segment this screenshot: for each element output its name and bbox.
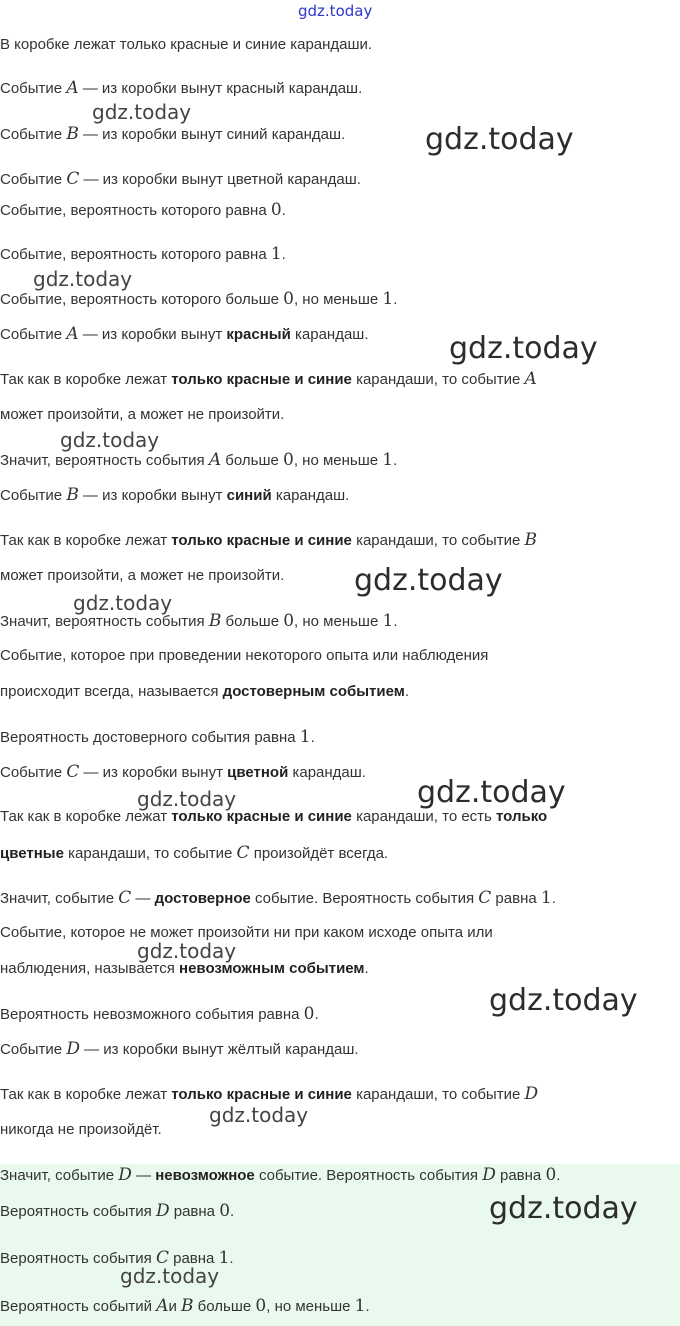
solution-b-2: Так как в коробке лежат только красные и синие карандаши, то событие B	[0, 530, 537, 550]
solution-c-2: Так как в коробке лежат только красные и синие карандаши, то есть только	[0, 808, 548, 825]
var-a: A	[66, 78, 79, 98]
definition-impossible-2: наблюдения, называется невозможным событием.	[0, 960, 369, 977]
event-c-definition: Событие C — из коробки вынут цветной карандаш.	[0, 169, 361, 189]
solution-b-3: может произойти, а может не произойти.	[0, 567, 285, 584]
definition-certain-1: Событие, которое при проведении некоторого опыта или наблюдения	[0, 647, 489, 664]
solution-a-3: может произойти, а может не произойти.	[0, 406, 285, 423]
solution-b-4: Значит, вероятность события B больше 0, но меньше 1.	[0, 611, 398, 631]
certain-prob: Вероятность достоверного события равна 1.	[0, 727, 315, 747]
impossible-prob: Вероятность невозможного события равна 0.	[0, 1004, 319, 1024]
solution-a-2: Так как в коробке лежат только красные и синие карандаши, то событие A	[0, 369, 537, 389]
watermark: gdz.today	[73, 591, 173, 615]
watermark: gdz.today	[33, 267, 133, 291]
event-a-definition: Событие A — из коробки вынут красный карандаш.	[0, 78, 363, 98]
watermark: gdz.today	[354, 563, 503, 598]
watermark: gdz.today	[60, 428, 160, 452]
solution-d-4: Значит, событие D — невозможное событие. Вероятность события D равна 0.	[0, 1165, 561, 1185]
watermark: gdz.today	[137, 787, 237, 811]
watermark: gdz.today	[137, 939, 237, 963]
watermark: gdz.today	[489, 983, 638, 1018]
watermark: gdz.today	[92, 100, 192, 124]
solution-b-1: Событие B — из коробки вынут синий карандаш.	[0, 485, 350, 505]
solution-d-2: Так как в коробке лежат только красные и синие карандаши, то событие D	[0, 1084, 539, 1104]
definition-certain-2: происходит всегда, называется достоверным событием.	[0, 683, 410, 700]
solution-d-3: никогда не произойдёт.	[0, 1121, 162, 1138]
question-prob-one: Событие, вероятность которого равна 1.	[0, 244, 286, 264]
definition-impossible-1: Событие, которое не может произойти ни при каком исходе опыта или	[0, 924, 493, 941]
var-c: C	[66, 169, 80, 189]
solution-c-3: цветные карандаши, то событие C произойдёт всегда.	[0, 843, 389, 863]
question-prob-between: Событие, вероятность которого больше 0, но меньше 1.	[0, 289, 398, 309]
result-d: Вероятность события D равна 0.	[0, 1201, 235, 1221]
event-b-definition: Событие B — из коробки вынут синий карандаш.	[0, 124, 346, 144]
result-a-b: Вероятность событий Aи B больше 0, но меньше 1.	[0, 1296, 370, 1316]
solution-c-4: Значит, событие C — достоверное событие. Вероятность события C равна 1.	[0, 888, 556, 908]
solution-a-4: Значит, вероятность события A больше 0, но меньше 1.	[0, 450, 398, 470]
watermark: gdz.today	[449, 331, 598, 366]
result-c: Вероятность события C равна 1.	[0, 1248, 234, 1268]
var-b: B	[66, 124, 79, 144]
watermark: gdz.today	[417, 775, 566, 810]
watermark: gdz.today	[298, 2, 373, 20]
intro-text	[0, 35, 680, 55]
watermark: gdz.today	[425, 122, 574, 157]
solution-a-1: Событие A — из коробки вынут красный карандаш.	[0, 324, 369, 344]
question-prob-zero: Событие, вероятность которого равна 0.	[0, 200, 286, 220]
text: В коробке лежат только красные и синие карандаши.	[0, 36, 373, 53]
solution-c-1: Событие C — из коробки вынут цветной карандаш.	[0, 762, 366, 782]
watermark: gdz.today	[120, 1264, 220, 1288]
watermark: gdz.today	[489, 1191, 638, 1226]
watermark: gdz.today	[209, 1103, 309, 1127]
solution-d-1: Событие D — из коробки вынут жёлтый карандаш.	[0, 1039, 359, 1059]
